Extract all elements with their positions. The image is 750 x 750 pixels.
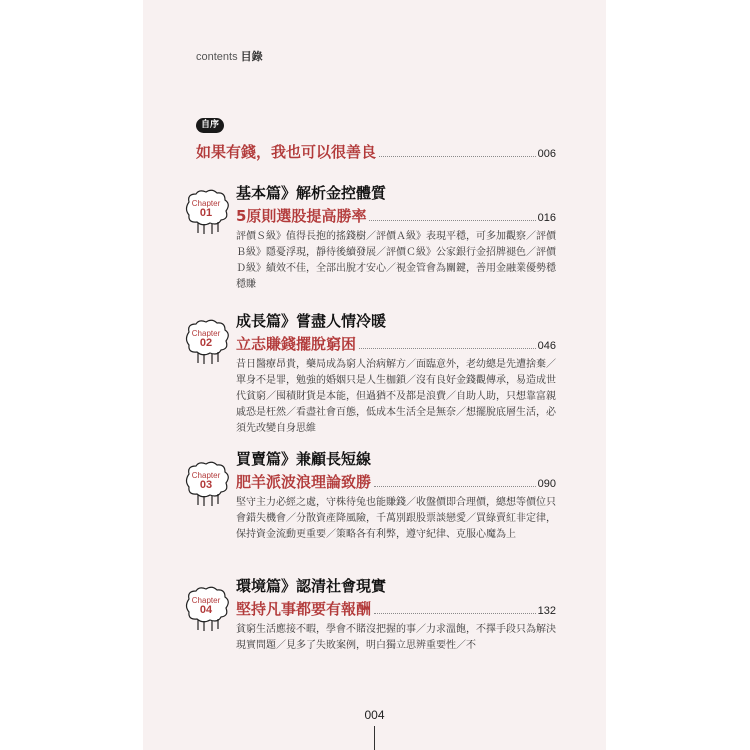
chapter-number: 02	[199, 337, 213, 349]
chapter-02-entry	[236, 310, 556, 437]
chapter-word: Chapter	[191, 199, 221, 208]
preface-tagline	[196, 118, 556, 140]
chapter-03-tagline	[236, 448, 556, 470]
chapter-01-part: 基本篇》解析金控體質	[236, 184, 387, 202]
chapter-04-sheep-icon	[183, 585, 233, 633]
chapter-03-page-number: 090	[537, 478, 556, 490]
chapter-word: Chapter	[191, 596, 221, 605]
preface-entry	[196, 118, 556, 162]
chapter-04-tagline	[236, 575, 556, 597]
chapter-04-entry	[236, 575, 556, 654]
dot-leader	[374, 486, 536, 487]
chapter-word: Chapter	[191, 329, 221, 338]
chapter-word: Chapter	[191, 471, 221, 480]
chapter-01-entry	[236, 182, 556, 293]
chapter-02-page-number: 046	[537, 340, 556, 352]
chapter-04-page-number: 132	[537, 605, 556, 617]
chapter-04-title: 堅持凡事都要有報酬	[236, 600, 372, 618]
chapter-02-titleline	[236, 332, 556, 354]
chapter-04-description: 貧窮生活應接不暇，學會不賭沒把握的事／力求溫飽，不擇手段只為解決現實問題／見多了失敗案例，明白獨立思辨重要性／不	[236, 624, 556, 651]
header-zh: 目錄	[240, 50, 263, 63]
preface-page-number: 006	[537, 148, 556, 160]
header-latin: contents	[196, 51, 238, 63]
chapter-03-sheep-icon	[183, 460, 233, 508]
chapter-01-tagline	[236, 182, 556, 204]
chapter-number: 01	[199, 207, 213, 219]
chapter-01-description: 評價Ｓ級》值得長抱的搖錢樹／評價Ａ級》表現平穩，可多加觀察／評價Ｂ級》隱憂浮現，靜待後續發展／評價Ｃ級》公家銀行金招牌褪色／評價Ｄ級》績效不佳，全部出脫才安心／視金管會為關鍵，善用金融業優勢穩穩賺	[236, 231, 556, 290]
dot-leader	[359, 348, 536, 349]
chapter-03-description: 堅守主力必經之處，守株待兔也能賺錢／收盤價即合理價，總想等價位只會錯失機會／分散資產降風險，千萬別跟股票談戀愛／買綠賣紅非定律，保持資金流動更重要／策略各有利弊，遵守紀律、克服心魔為上	[236, 497, 556, 540]
chapter-02-tagline	[236, 310, 556, 332]
folio-rule	[374, 726, 375, 750]
chapter-03-entry	[236, 448, 556, 543]
chapter-01-titleline	[236, 204, 556, 226]
chapter-number: 04	[199, 604, 213, 616]
chapter-03-part: 買賣篇》兼顧長短線	[236, 450, 372, 468]
dot-leader	[369, 220, 535, 221]
chapter-04-part: 環境篇》認清社會現實	[236, 577, 387, 595]
chapter-02-description: 昔日醫療昂貴，藥局成為窮人治病解方／面臨意外，老幼總是先遭捨棄／單身不是罪，勉強的婚姻只是人生枷鎖／沒有良好金錢觀傳承，易造成世代貧窮／囤積財貨是本能，但過猶不及都是浪費／自助人助，只想靠富親戚恐是枉然／看盡社會百態，低成本生活全是無奈／想擺脫底層生活，必須先改變自身思維	[236, 359, 556, 434]
chapter-number: 03	[199, 479, 213, 491]
chapter-01-page-number: 016	[537, 212, 556, 224]
chapter-02-part: 成長篇》嘗盡人情冷暖	[236, 312, 387, 330]
chapter-04-titleline	[236, 597, 556, 619]
page-folio: 004	[364, 708, 385, 722]
chapter-02-sheep-icon	[183, 318, 233, 366]
chapter-01-title: 5原則選股提高勝率	[236, 207, 367, 225]
book-page	[143, 0, 606, 750]
dot-leader	[374, 613, 536, 614]
contents-header	[196, 48, 263, 64]
dot-leader	[379, 156, 536, 157]
chapter-03-title: 肥羊派波浪理論致勝	[236, 473, 372, 491]
chapter-02-title: 立志賺錢擺脫窮困	[236, 335, 357, 353]
preface-badge: 自序	[196, 118, 224, 133]
chapter-03-titleline	[236, 470, 556, 492]
preface-titleline	[196, 140, 556, 162]
chapter-01-sheep-icon	[183, 188, 233, 236]
preface-title: 如果有錢，我也可以很善良	[196, 143, 377, 161]
